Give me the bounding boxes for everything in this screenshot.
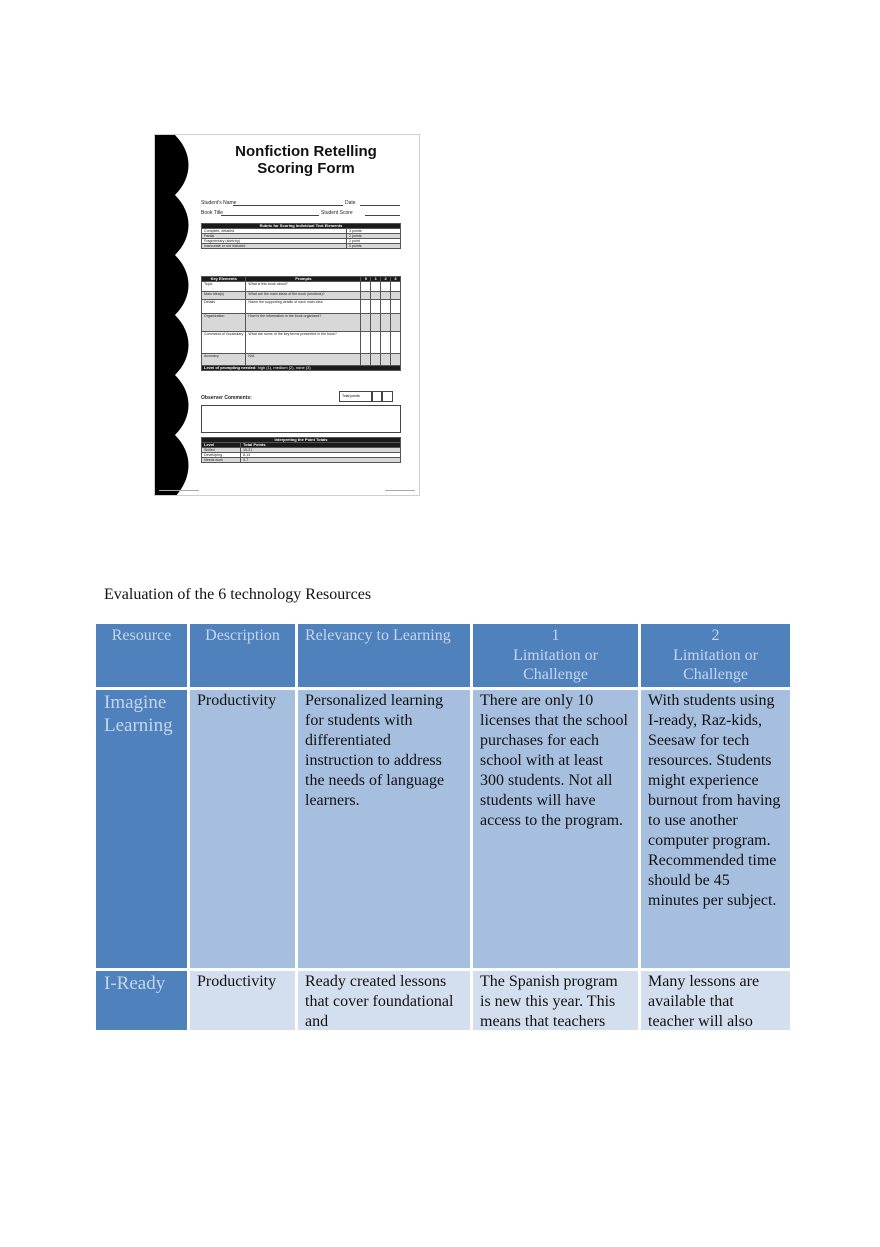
table-caption: Evaluation of the 6 technology Resources [104,586,372,603]
interpret-table: Interpreting the Point Totals Level Total Points Skilled 15-21 Developing 8-14 Needs work 0-7 [201,437,401,463]
limitation-1-cell: There are only 10 licenses that the school purchases for each school with at least 300 students. Not all students will have access to the program. [473,690,641,971]
header-resource: Resource [96,624,190,690]
table-row [96,971,790,1030]
observer-comments-box [201,405,401,433]
observer-comments-label: Observer Comments: [201,395,252,401]
evaluation-table [96,624,790,1030]
evaluation-table-container [96,624,790,1030]
relevancy-cell: Personalized learning for students with differentiated instruction to address the needs of language learners. [298,690,473,971]
scallop-border-graphic [155,135,189,496]
description-cell: Productivity [190,690,298,971]
rubric-table: Rubric for Scoring Individual Text Elements Complete, detailed 3 points Partial 2 points Fragmentary (sketchy) 1 point Inaccurate or not included 0 points [201,223,401,249]
total-points-box: Total points [339,391,373,402]
resource-cell: I-Ready [96,971,190,1030]
limitation-2-cell: Many lessons are available that teacher will also [641,971,790,1030]
students-name-label: Student's Name [201,200,237,206]
table-row [96,690,790,971]
limitation-2-cell: With students using I-ready, Raz-kids, Seesaw for tech resources. Students might experience burnout from having to use another computer program. Recommended time should be 45 minutes per subject. [641,690,790,971]
key-elements-table: Key Elements Prompts 0 1 2 3 Topic What is this book about? Main Idea(s) What are the main ideas of the book (sections)? Details Name the supporting details of each main idea. Organization How is the information in the book organized? Command of Vocabulary What are some of the key terms presented in the book? Accuracy N/A Level of prompting needed: high (1), medium (2), none (3) [201,276,401,371]
date-label: Date [345,200,356,206]
relevancy-cell: Ready created lessons that cover foundational and [298,971,473,1030]
book-title-label: Book Title [201,210,223,216]
limitation-1-cell: The Spanish program is new this year. This means that teachers [473,971,641,1030]
header-limitation-1: 1 Limitation or Challenge [473,624,641,690]
description-cell: Productivity [190,971,298,1030]
header-description: Description [190,624,298,690]
scoring-form-image [154,134,420,496]
form-title: Nonfiction Retelling Scoring Form [235,143,377,177]
student-score-label: Student Score [321,210,353,216]
header-limitation-2: 2 Limitation or Challenge [641,624,790,690]
resource-cell: Imagine Learning [96,690,190,971]
header-relevancy: Relevancy to Learning [298,624,473,690]
table-header-row [96,624,790,690]
